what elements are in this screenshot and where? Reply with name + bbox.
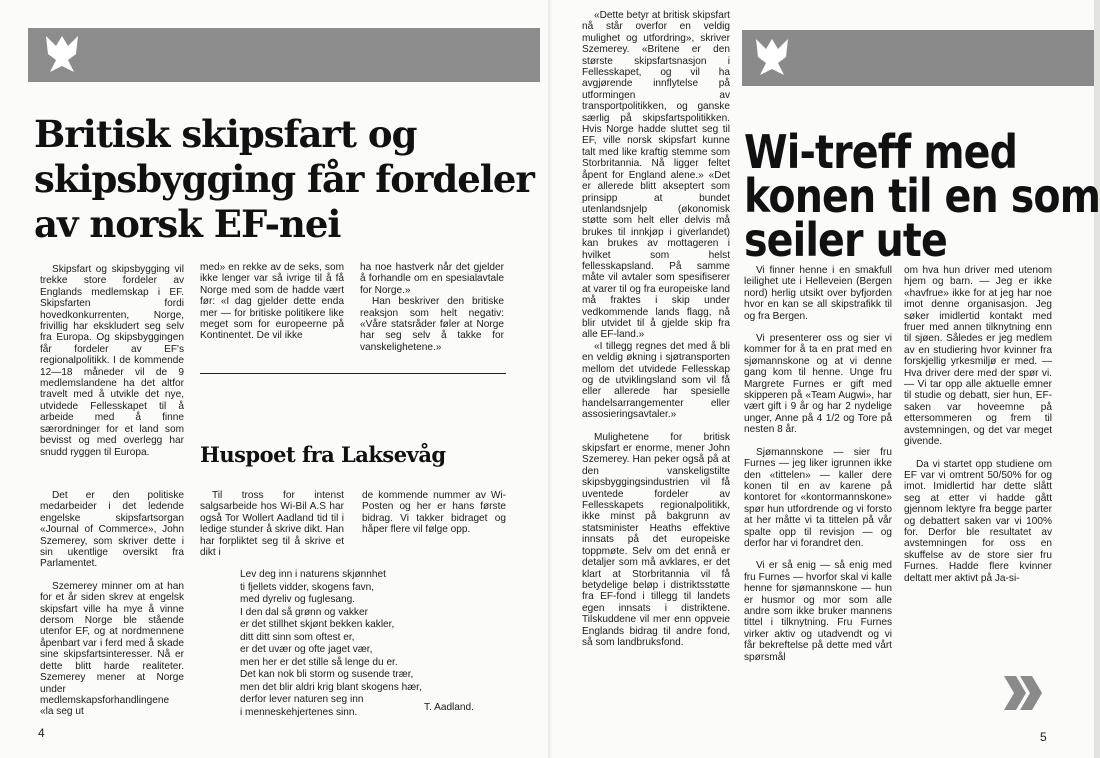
headline-line-1: Britisk skipsfart og: [34, 112, 417, 156]
poem-line: derfor lever naturen seg inn: [240, 694, 364, 705]
headline-line-2: konen til en som: [744, 169, 1100, 223]
poet-column-1: Til tross for intenst salgsarbeide hos Wi-Bil A.S har også Tor Wollert Aadland tid til i ledige stunder å skrive dikt. Han har forpliktet seg til å skrive et dikt i: [200, 490, 344, 559]
page-title-right: [744, 125, 1100, 267]
poem-signature: T. Aadland.: [424, 702, 474, 713]
fist-emblem-icon: [752, 35, 792, 81]
poem: [240, 569, 422, 719]
continuation-column: «Dette betyr at britisk skipsfart nå står overfor en veldig mulighet og utfordring», skriver Szemerey. «Britene er den største skipsfartsnasjon i Fellesskapet, og vil ha avgjørende innflytelse på utformingen av transportpolitikken, og ganske særlig på skipsfartspolitikken. Hvis Norge hadde sluttet seg til EF, ville norsk skipsfart kunne talt med like kraftig stemme som Storbritannia. Nå ligger feltet åpent for England alene.» «Det er allerede blitt akseptert som prinsipp at bundet utenlandsnjelp (økonomisk støtte som helt eller delvis må brukes til innkjøp i giverlandet) kan brukes av mottageren i hvilket som helst fellesskapsland. På samme måte vil avtaler som spesifiserer at varer til og fra europeiske land må fraktes i skip under vedkommende lands flagg, nå blir utvidet til å gjelde skip fra alle EF-land.» «I tillegg regnes det med å bli en veldig økning i sjøtransporten mellom det utvidede Fellesskap og de utviklingsland som vil få eller allerede har spesielle handelsarrangementer eller assosieringsavtaler.» Mulighetene for britisk skipsfart er enorme, mener John Szemerey. Han peker også på at den vanskeligstilte skipsbyggingsindustrien vil få uventede fordeler av Fellesskapets regionalpolitikk, ikke minst på bakgrunn av statsminister Heaths effektive innsats på det europeiske toppmøte. Selv om det ennå er detaljer som må avklares, er det klart at Storbritannia vil få betydelige beløp i distriktsstøtte fra EF-fond i tillegg til landets egen innsats i distriktene. Tilskuddene vil mer enn oppveie Englands bidrag til andre fond, så som landbruksfond.: [582, 10, 730, 648]
page-edge: [1094, 0, 1100, 758]
article-column-1-bottom: Det er den politiske medarbeider i det ledende engelske skipsfartsorgan «Journal of Commerce», John Szemerey, som skriver dette i sin ukentlige oversikt fra Parlamentet. Szemerey minner om at han for et år siden skrev at engelsk skipsfart ville ha mye å vinne dersom Norge ble stående utenfor EF, og at nordmennene åpenbart var i ferd med å skade sine skipsfartsinteresser. Nå er dette blitt harde realiteter. Szemerey mener at Norge under medlemskapsforhandlingene «la seg ut: [40, 490, 184, 718]
poem-line: er det uvær og ofte jaget vær,: [240, 644, 373, 655]
page-number-left: 4: [38, 726, 45, 740]
poem-line: med dyreliv og fuglesang.: [240, 594, 356, 605]
article-column-1: Skipsfart og skipsbygging vil trekke store fordeler av Englands medlemskap i EF. Skipsfarten fordi hovedkonkurrenten, Norge, frivillig har ekskludert seg selv fra Europa. Og skipsbyggingen får fordeler av EF's regionalpolitikk. I de kommende 12—18 måneder vil de 9 medlemslandene ha det altfor travelt med å utvikle det nye, utvidede Fellesskapet til å arbeide med å finne særordninger for et land som bevisst og med overlegg har snudd ryggen til Europa.: [40, 264, 184, 458]
headline-line-3: av norsk EF-nei: [34, 202, 341, 246]
poem-line: Lev deg inn i naturens skjønnhet: [240, 569, 386, 580]
poem-line: men her er det stille så lenge du er.: [240, 656, 398, 668]
poet-column-2: de kommende nummer av Wi-Posten og her er hans første bidrag. Vi takker bidraget og håper flere vil følge opp.: [362, 490, 506, 536]
header-banner-left: [28, 28, 540, 82]
section-divider: [200, 373, 506, 374]
article-column-3: ha noe hastverk når det gjelder å forhandle om en spesialavtale for Norge.» Han beskriver den britiske reaksjon som helt negativ: «Våre statsråder føler at Norge har seg selv å takke for vanskelighetene.»: [360, 262, 504, 353]
headline-line-2: skipsbygging får fordeler: [34, 157, 534, 201]
page-title: [34, 112, 534, 247]
fist-emblem-icon: [42, 32, 82, 78]
header-banner-right: [742, 30, 1094, 86]
poem-line: Det kan nok bli storm og susende trær,: [240, 669, 414, 680]
headline-line-3: seiler ute: [744, 213, 947, 267]
double-chevron-right-icon: [1002, 674, 1046, 712]
poem-line: I den dal så grønn og vakker: [240, 606, 368, 618]
poem-line: ditt ditt sinn som oftest er,: [240, 631, 355, 643]
interview-column-1: Vi finner henne i en smakfull leilighet ute i Helleveien (Bergen nord) herlig utsikt over byfjorden hvor en kan se all skipstrafikk til og fra Bergen. Vi presenterer oss og sier vi kommer for å ta en prat med en sjømannskone og at vi denne gang kom til henne. Unge fru Margrete Furnes er gift med skipperen på «Team Augwi», har vært gift i 9 år og har 2 nydelige unger, Anne på 4 1/2 og Tore på nesten 8 år. Sjømannskone — sier fru Furnes — jeg liker igrunnen ikke den «tittelen» — kaller dere konen til en av karene på kontoret for «kontormannskone» spør hun utfordrende og vi forsto at her måtte vi ta tittelen på vår spalte opp til revisjon — og derfor har vi forandret den. Vi er så enig — så enig med fru Furnes — hvorfor skal vi kalle henne for sjømannskone — hun er husmor og mor som alle andre som ikke bruker mannens tittel i tilknytning. Fru Furnes virker aktiv og utadvendt og vi får bekreftelse på dette med vårt spørsmål: [744, 265, 892, 663]
poem-line: ti fjellets vidder, skogens favn,: [240, 581, 375, 593]
article-title: Huspoet fra Laksevåg: [200, 442, 446, 467]
interview-column-2: om hva hun driver med utenom hjem og barn. — Jeg er ikke «havfrue» ikke for at jeg har noe imot denne organisasjon. Jeg søker imidlertid kontakt med fruer med annen tilknytning enn til sjøen. Således er jeg medlem av en studiering hvor kvinner fra forskjellig yrkesmiljø er med. — Hva driver dere med der spør vi. — Vi tar opp alle aktuelle emner til studie og debatt, sier hun, EF-saken var hoveemne på ettersommeren og frem til avstemningen, og det var meget givende. Da vi startet opp studiene om EF var vi omtrent 50/50% for og imot. Imidlertid har dette slått seg at etter vi hadde gått gjennom lektyre fra begge parter og debattert saken var vi 100% for. Derfor ble resultatet av avstemningen for oss en skuffelse av de store sier fru Furnes. Hadde flere kvinner deltatt mer aktivt på Ja-si-: [904, 265, 1052, 584]
poem-line: i menneskehjertenes sinn.: [240, 706, 358, 718]
poem-line: men det blir aldri krig blant skogens hær,: [240, 681, 422, 693]
headline-line-1: Wi-treff med: [744, 125, 1018, 179]
page-number-right: 5: [1040, 730, 1047, 744]
article-column-2: med» en rekke av de seks, som ikke lenger var så ivrige til å få Norge med som de hadde vært før: «I dag gjelder dette enda mer — for britiske politikere like meget som for europeerne på Kontinentet. De vil ikke: [200, 262, 344, 342]
poem-line: er det stillhet skjønt bekken kakler,: [240, 619, 395, 630]
